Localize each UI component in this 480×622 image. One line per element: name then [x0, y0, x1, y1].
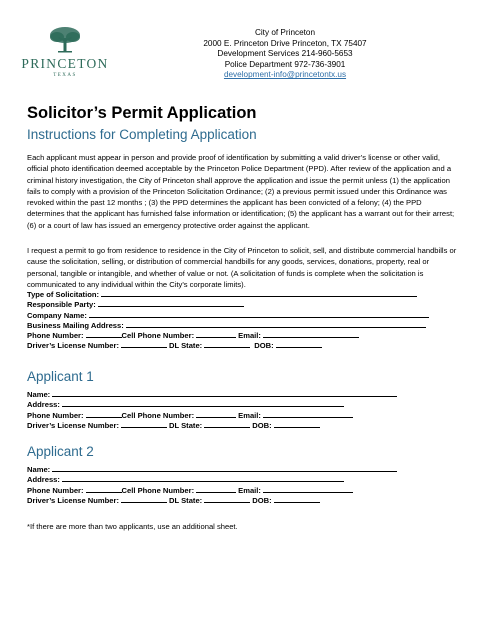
a2-address-label: Address: [27, 475, 60, 485]
a1-cell-label: Cell Phone Number: [121, 410, 195, 420]
a2-address-row [27, 474, 457, 484]
applicant-2-heading: Applicant 2 [27, 444, 94, 459]
a2-cell-field[interactable] [196, 485, 236, 493]
a2-dob-label: DOB: [252, 495, 272, 505]
tree-icon [48, 26, 82, 54]
a1-phone-field[interactable] [86, 410, 122, 418]
cell-field[interactable] [196, 330, 236, 338]
mailing-field[interactable] [126, 320, 426, 328]
a2-dl-state-label: DL State: [169, 495, 203, 505]
a2-name-field[interactable] [52, 464, 397, 472]
a2-phone-label: Phone Number: [27, 485, 84, 495]
a1-cell-field[interactable] [196, 410, 236, 418]
a2-phone-field[interactable] [86, 485, 122, 493]
cell-label: Cell Phone Number: [121, 331, 195, 341]
applicant-1-heading: Applicant 1 [27, 369, 94, 384]
a2-cell-label: Cell Phone Number: [121, 485, 195, 495]
a1-dl-row [27, 420, 457, 430]
a1-dob-field[interactable] [274, 420, 320, 428]
phone-field[interactable] [86, 330, 122, 338]
instructions-paragraph-1: Each applicant must appear in person and provide proof of identification by submitting a valid driver’s license or other valid, official photo identification deemed acceptable by the Princeton Police Department (PPD). After review of the application and a criminal history investigation, the City of Princeton shall approve the application and issue the permit unless (1) the application fails to comply with a provision of the Princeton Solicitation Ordinance; (2) a previous permit issued under this Ordinance was revoked within the past 12 months ; (3) the PPD determines the applicant has been convicted of a felony; (4) the PPD determines that the applicant has furnished false information or identification; (5) the applicant has a warrant out for their arrest; (6) or a court of law has issued an emergency protective order against the applicant. [27, 153, 455, 230]
a1-name-row [27, 389, 457, 399]
a2-email-label: Email: [238, 485, 261, 495]
a2-dob-field[interactable] [274, 495, 320, 503]
email-field[interactable] [263, 330, 359, 338]
a1-address-label: Address: [27, 400, 60, 410]
a1-dl-label: Driver’s License Number: [27, 420, 120, 430]
dob-field[interactable] [276, 340, 322, 348]
dev-services-phone: Development Services 214-960-5653 [217, 49, 353, 59]
applicant-2-fields [27, 464, 457, 505]
page-title: Solicitor’s Permit Application [27, 104, 257, 122]
email-link[interactable]: development-info@princetontx.us [223, 70, 347, 80]
a1-address-row [27, 399, 457, 409]
a1-name-label: Name: [27, 390, 51, 399]
a1-phone-row [27, 410, 457, 420]
a2-dl-row [27, 495, 457, 505]
company-label: Company Name: [27, 310, 87, 320]
type-label: Type of Solicitation: [27, 290, 99, 299]
dl-row [27, 340, 457, 350]
mailing-row [27, 320, 457, 330]
a1-dl-state-field[interactable] [204, 420, 250, 428]
a2-address-field[interactable] [62, 474, 344, 482]
dl-state-label: DL State: [169, 341, 203, 351]
city-name: City of Princeton [254, 28, 316, 37]
a1-name-field[interactable] [52, 389, 397, 397]
logo-wordmark: PRINCETON [21, 56, 109, 71]
phone-row [27, 330, 457, 340]
instructions-heading: Instructions for Completing Application [27, 127, 257, 142]
a1-address-field[interactable] [62, 399, 344, 407]
footnote: *If there are more than two applicants, use an additional sheet. [27, 522, 238, 531]
a2-phone-row [27, 485, 457, 495]
contact-block [190, 28, 380, 81]
logo-subtitle: TEXAS [53, 73, 77, 78]
princeton-logo [20, 26, 110, 78]
a2-dl-field[interactable] [121, 495, 167, 503]
responsible-row [27, 299, 457, 309]
company-field[interactable] [89, 310, 429, 318]
type-field[interactable] [101, 289, 417, 297]
a2-email-field[interactable] [263, 485, 353, 493]
dl-label: Driver’s License Number: [27, 341, 120, 351]
a2-name-label: Name: [27, 465, 51, 474]
instructions-paragraph-2: I request a permit to go from residence to residence in the City of Princeton to solicit, sell, and distribute commercial handbills or cause the solicitation, selling, or distribution of commercial handbills for any goods, services, donations, property, real or personal, tangible or intangible, and whether of value or not. (A solicitation of funds is complete when the solicitation is communicated to any individual within the City's corporate limits). [27, 246, 457, 289]
a2-dl-label: Driver’s License Number: [27, 495, 120, 505]
a1-phone-label: Phone Number: [27, 410, 84, 420]
police-phone: Police Department 972-736-3901 [224, 59, 346, 69]
a1-email-field[interactable] [263, 410, 353, 418]
a1-email-label: Email: [238, 410, 261, 420]
dl-state-field[interactable] [204, 340, 250, 348]
applicant-1-fields [27, 389, 457, 430]
a2-name-row [27, 464, 457, 474]
type-row [27, 289, 457, 299]
street-address: 2000 E. Princeton Drive Princeton, TX 75407 [203, 38, 367, 48]
company-row [27, 310, 457, 320]
phone-label: Phone Number: [27, 331, 84, 341]
responsible-field[interactable] [98, 299, 244, 307]
a2-dl-state-field[interactable] [204, 495, 250, 503]
email-label: Email: [238, 331, 261, 341]
solicitation-fields [27, 289, 457, 351]
mailing-label: Business Mailing Address: [27, 320, 124, 330]
a1-dl-state-label: DL State: [169, 420, 203, 430]
dob-label: DOB: [254, 341, 274, 351]
responsible-label: Responsible Party: [27, 300, 96, 310]
dl-field[interactable] [121, 340, 167, 348]
a1-dl-field[interactable] [121, 420, 167, 428]
a1-dob-label: DOB: [252, 420, 272, 430]
